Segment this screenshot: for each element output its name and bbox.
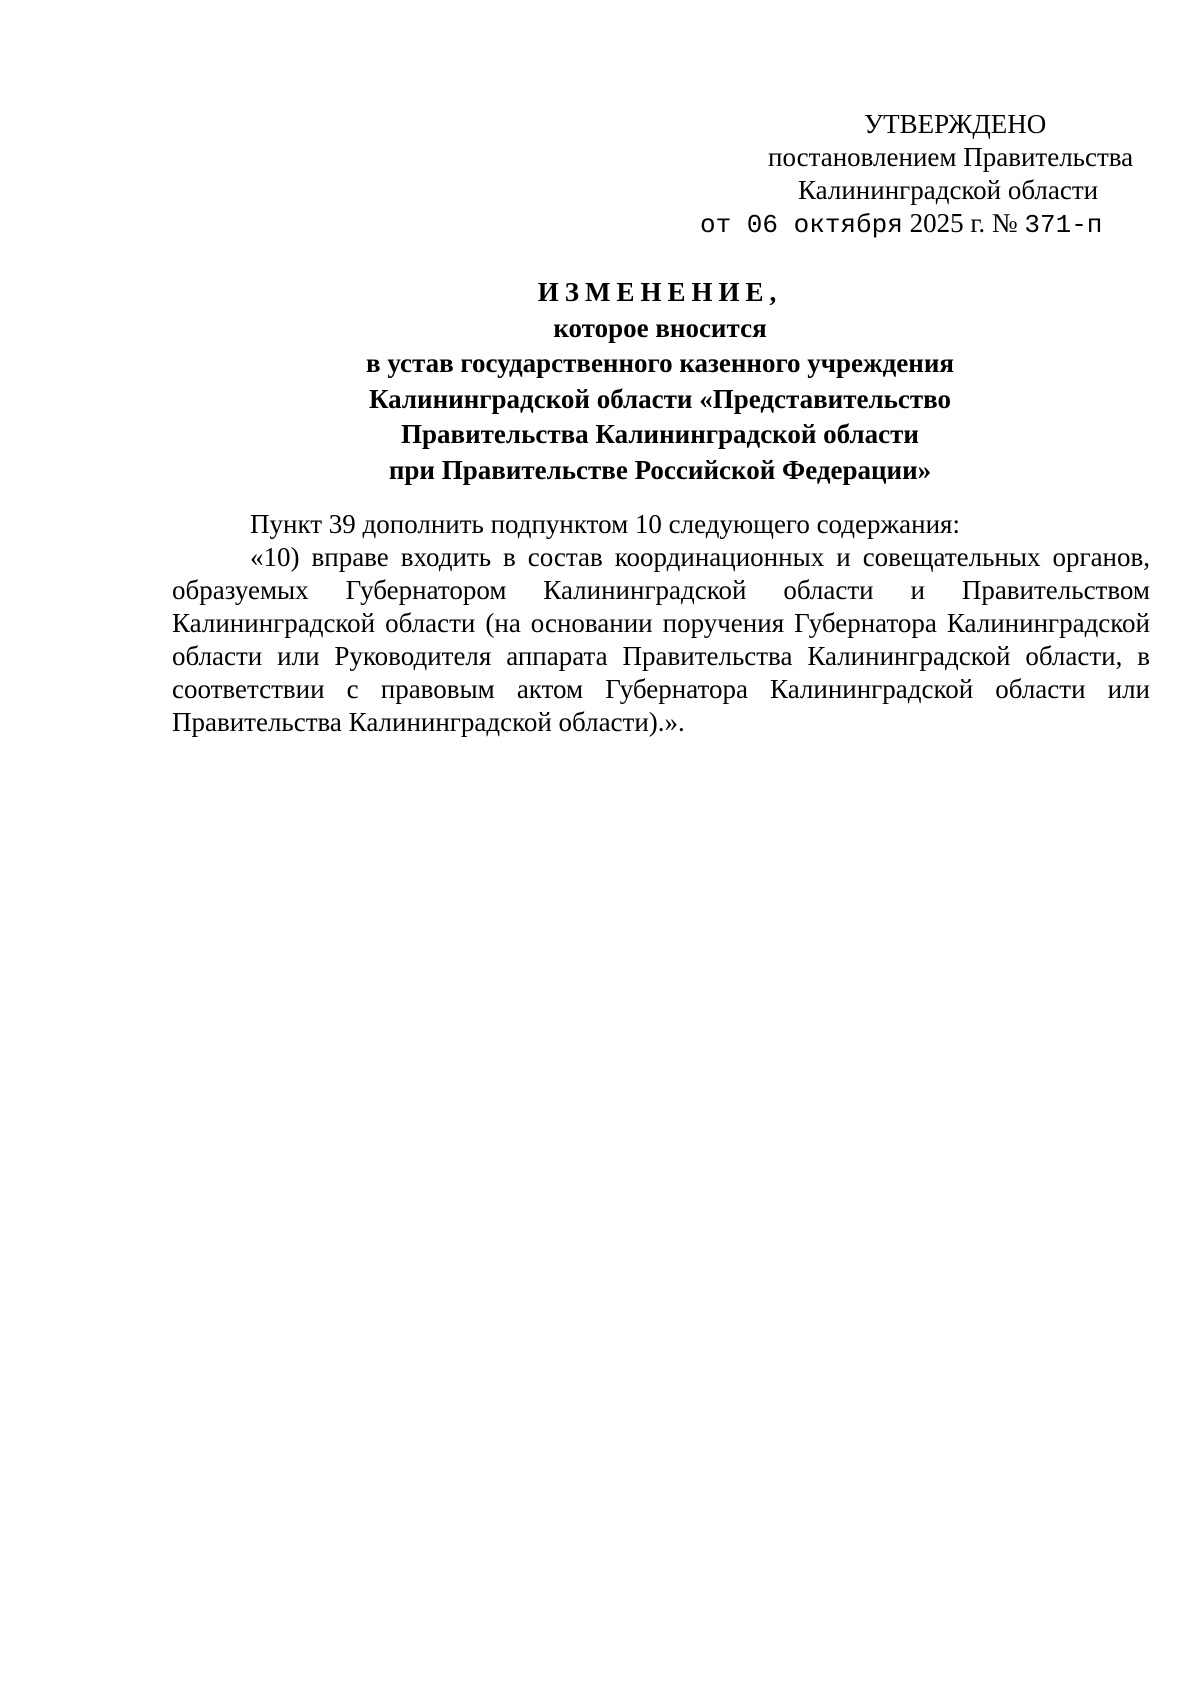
document-body <box>172 508 1150 739</box>
body-paragraph-1: Пункт 39 дополнить подпунктом 10 следующего содержания: <box>250 509 960 539</box>
heading-line-3: в устав государственного казенного учреждения <box>366 348 954 378</box>
heading-line-5: Правительства Калининградской области <box>401 419 919 449</box>
heading-line-6: при Правительстве Российской Федерации» <box>388 454 932 485</box>
body-paragraph-2: «10) вправе входить в состав координационных и совещательных органов, образуемых Губернатором Калининградской области и Правительством Калининградской области (на основании поручения Губернатора Калининградской области или Руководителя аппарата Правительства Калининградской области, в соответствии с правовым актом Губернатора Калининградской области или Правительства Калининградской области).». <box>172 542 1150 737</box>
approval-line-3: Калининградской области <box>798 175 1099 205</box>
heading-line-2: которое вносится <box>553 312 767 343</box>
approval-year: 2025 г. № <box>902 208 1025 238</box>
approval-number: 371-п <box>1024 210 1103 240</box>
approval-stamp-block <box>700 108 1134 242</box>
approval-date-line <box>700 207 1130 242</box>
heading-title: ИЗМЕНЕНИЕ, <box>537 277 783 307</box>
approval-title: УТВЕРЖДЕНО <box>864 109 1047 139</box>
approval-date: от 06 октября <box>700 210 903 240</box>
heading-line-4: Калининградской области «Представительство <box>368 383 952 414</box>
document-heading <box>160 275 1160 488</box>
approval-line-2: постановлением Правительства <box>768 142 1134 172</box>
